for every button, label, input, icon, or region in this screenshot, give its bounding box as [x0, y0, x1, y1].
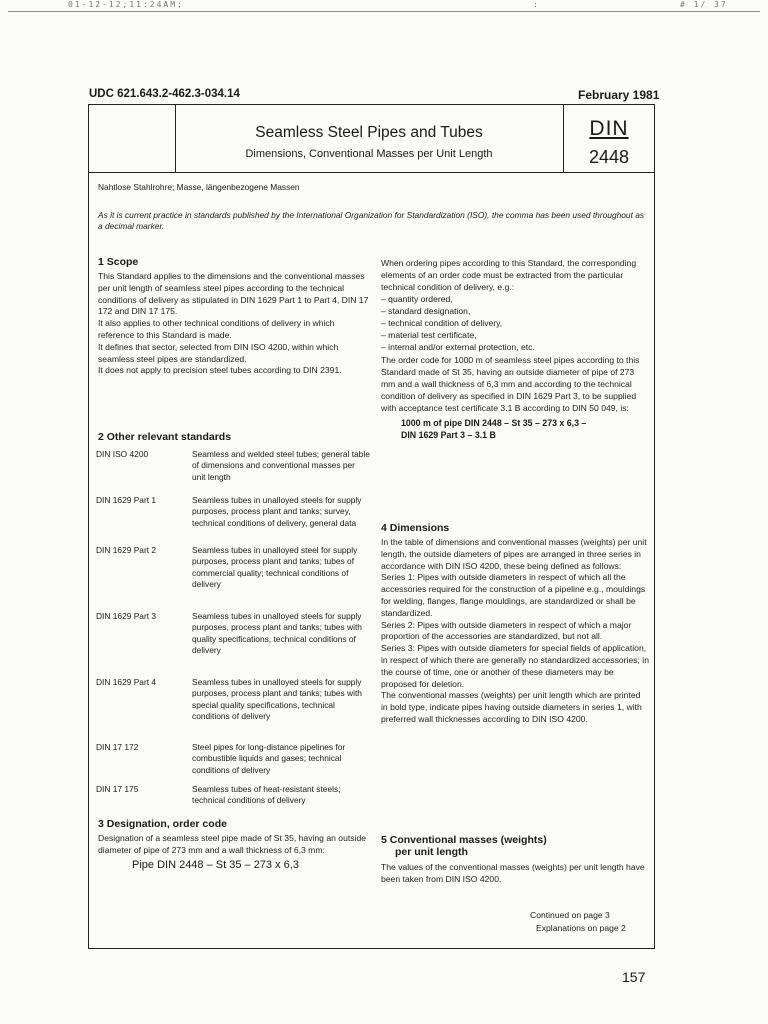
- series-item: [381, 572, 649, 619]
- standard-row: [96, 677, 371, 735]
- series-text: Pipes with outside diameters in respect of which a major proportion of the accessories are standardized, but not all.: [381, 619, 632, 642]
- explanations-note: Explanations on page 2: [536, 923, 626, 933]
- standard-desc: Seamless tubes in unalloyed steels for supply purposes, process plant and tanks; tubes with special quality specifications, technical conditions of delivery: [192, 677, 362, 721]
- standard-row: [96, 449, 371, 495]
- standard-row: [96, 545, 371, 603]
- scope-p4: It does not apply to precision steel tubes according to DIN 2391.: [98, 365, 342, 376]
- title-block-rule: [88, 172, 655, 173]
- dimensions-p1: In the table of dimensions and conventional masses (weights) per unit length, the outside diameters of pipes are arranged in three series in accordance with DIN ISO 4200, these being defined as follows:: [381, 537, 647, 571]
- standard-desc: Seamless tubes in unalloyed steel for supply purposes, process plant and tanks; tubes of commercial quality; technical conditions of delivery: [192, 545, 358, 589]
- series-text: Pipes with outside diameters in respect of which all the accessories required for the construction of a pipeline e.g., mouldings for welding, flanges, flange mouldings, are standardized or shall be standardized.: [381, 572, 646, 618]
- scope-heading: 1 Scope: [98, 256, 139, 268]
- continued-note: Continued on page 3: [530, 910, 610, 920]
- scope-p3: It defines that sector, selected from DIN ISO 4200, within which seamless steel pipes are standardized.: [98, 341, 339, 364]
- series-text: Pipes with outside diameters for special fields of application, in respect of which there are generally no standardized accessories; in the course of time, one or another of these diameters may be proposed for deletion.: [381, 643, 649, 689]
- standard-desc: Steel pipes for long-distance pipelines for combustible liquids and gases; technical conditions of delivery: [192, 742, 346, 775]
- ordering-item: – material test certificate,: [381, 330, 477, 341]
- masses-heading-2: per unit length: [395, 846, 468, 858]
- standard-code: DIN ISO 4200: [96, 449, 149, 459]
- standard-desc: Seamless tubes in unalloyed steels for supply purposes, process plant and tanks; tubes with quality specifications, technical conditions of delivery: [192, 611, 362, 655]
- din-number: 2448: [588, 147, 630, 167]
- scope-p1: This Standard applies to the dimensions and the conventional masses per unit length of seamless steel pipes according to the technical conditions of delivery as stipulated in DIN 1629 Part 1 to Part 4, DIN 17 172 and DIN 17 175.: [98, 271, 369, 317]
- standard-row: [96, 495, 371, 541]
- ordering-item: – technical condition of delivery,: [381, 318, 503, 329]
- masses-heading-1: 5 Conventional masses (weights): [381, 834, 547, 846]
- publication-date: February 1981: [578, 88, 660, 102]
- series-label: Series 1:: [381, 572, 415, 583]
- title-block-divider-right: [563, 104, 564, 172]
- standards-heading: 2 Other relevant standards: [98, 431, 232, 443]
- dimensions-section: [381, 522, 649, 726]
- standard-code: DIN 17 175: [96, 784, 139, 794]
- page-number: 157: [622, 969, 646, 985]
- order-code-line2: DIN 1629 Part 3 – 3.1 B: [401, 430, 496, 441]
- standard-row: [96, 611, 371, 669]
- series-label: Series 3:: [381, 643, 415, 654]
- fax-header-left: 01-12-12;11:24AM;: [68, 0, 184, 9]
- ordering-item: – quantity ordered,: [381, 294, 453, 305]
- din-logo: DIN: [589, 117, 629, 140]
- designation-heading: 3 Designation, order code: [98, 818, 227, 830]
- scope-section: [98, 256, 370, 377]
- standard-desc: Seamless tubes in unalloyed steels for supply purposes, process plant and tanks; survey, technical conditions of delivery, general data: [192, 495, 362, 528]
- standard-code: DIN 1629 Part 1: [96, 495, 157, 505]
- dimensions-heading: 4 Dimensions: [381, 522, 450, 534]
- scope-p2: It also applies to other technical conditions of delivery in which reference to this Standard is made.: [98, 318, 335, 340]
- standard-code: DIN 17 172: [96, 742, 139, 752]
- fax-header-right: # 1/ 37: [680, 0, 728, 9]
- standard-desc: Seamless and welded steel tubes; general table of dimensions and conventional masses per unit length: [192, 449, 370, 482]
- series-item: [381, 643, 649, 690]
- german-title: Nahtlose Stahlrohre; Masse, längenbezogene Massen: [98, 182, 300, 192]
- series-label: Series 2:: [381, 619, 415, 630]
- fax-header-rule: [8, 11, 760, 12]
- masses-p1: The values of the conventional masses (weights) per unit length have been taken from DIN ISO 4200.: [381, 862, 645, 884]
- iso-note: As it is current practice in standards published by the International Organization for Standardization (ISO), the comma has been used throughout as a decimal marker.: [98, 210, 645, 232]
- designation-p1: Designation of a seamless steel pipe made of St 35, having an outside diameter of pipe of 273 mm and a wall thickness of 6,3 mm:: [98, 833, 367, 855]
- standard-row: [96, 784, 371, 808]
- ordering-item: – internal and/or external protection, etc.: [381, 342, 535, 353]
- standard-desc: Seamless tubes of heat-resistant steels; technical conditions of delivery: [192, 784, 341, 806]
- ordering-p1: When ordering pipes according to this Standard, the corresponding elements of an order code must be extracted from the particular technical condition of delivery, e.g.:: [381, 258, 637, 292]
- designation-section: [98, 818, 370, 871]
- ordering-p2: The order code for 1000 m of seamless steel pipes according to this Standard made of St 35, having an outside diameter of pipe of 273 mm and a wall thickness of 6,3 mm and according to the technical condition of delivery as specified in DIN 1629 Part 3, to be supplied with acceptance test certificate 3.1 B according to DIN 50 049, is:: [381, 355, 640, 413]
- standard-code: DIN 1629 Part 3: [96, 611, 157, 621]
- masses-section: [381, 834, 649, 886]
- udc-code: UDC 621.643.2-462.3-034.14: [89, 88, 240, 100]
- standard-code: DIN 1629 Part 4: [96, 677, 157, 687]
- standard-row: [96, 742, 371, 777]
- series-item: [381, 620, 649, 644]
- document-title: Seamless Steel Pipes and Tubes: [255, 124, 483, 141]
- document-subtitle: Dimensions, Conventional Masses per Unit Length: [245, 148, 493, 160]
- dimensions-p2: The conventional masses (weights) per unit length which are printed in bold type, indicate pipes having outside diameters in series 1, with preferred wall thicknesses according to DIN ISO 4200.: [381, 690, 642, 724]
- ordering-item: – standard designation,: [381, 306, 471, 317]
- fax-header-mid: :: [533, 0, 540, 9]
- designation-example: Pipe DIN 2448 – St 35 – 273 x 6,3: [132, 858, 299, 871]
- ordering-section: [381, 258, 649, 441]
- standard-code: DIN 1629 Part 2: [96, 545, 157, 555]
- order-code-line1: 1000 m of pipe DIN 2448 – St 35 – 273 x 6,3 –: [401, 418, 587, 429]
